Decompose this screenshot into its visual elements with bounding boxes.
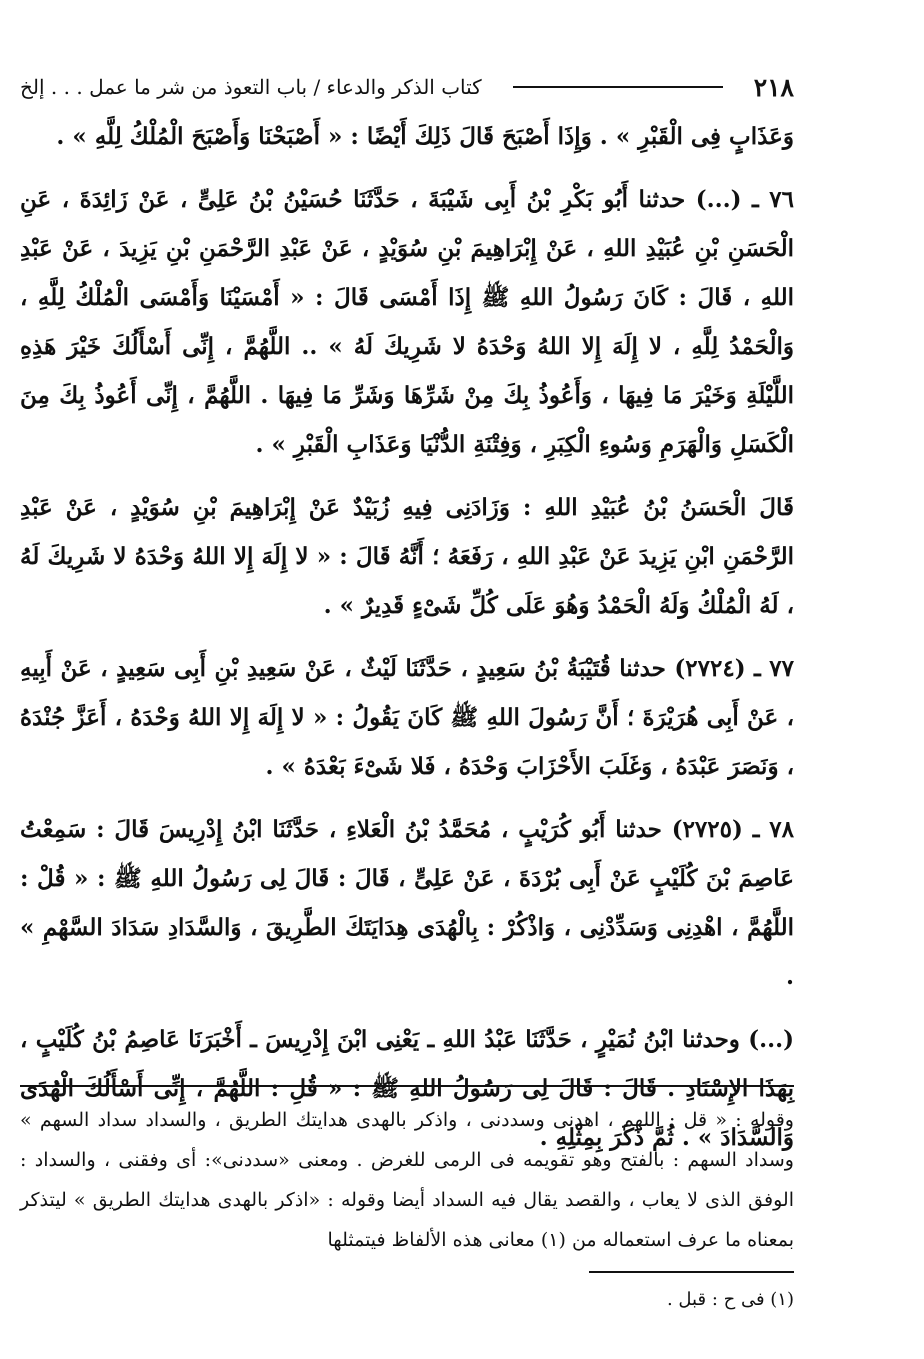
commentary [20,1100,794,1260]
paragraph: (...) وحدثنا ابْنُ نُمَيْرٍ ، حَدَّثَنَا عَبْدُ اللهِ ـ يَعْنِى ابْنَ إِدْرِيسَ ـ أَخْبَرَنَا عَاصِمُ بْنُ كُلَيْبٍ ، بِهَذَا الإِسْنَادِ . قَالَ : قَالَ لِى رَسُولُ اللهِ ﷺ : « قُلِ : اللَّهُمَّ ، إِنِّى أَسْأَلُكَ الْهُدَى وَالسَّدَادَ » . ثُمَّ ذَكَرَ بِمِثْلِهِ . [20,1026,794,1151]
header-rule [513,86,723,88]
hadith-78: ٧٨ ـ (٢٧٢٥) حدثنا أَبُو كُرَيْبٍ ، مُحَمَّدُ بْنُ الْعَلاءِ ، حَدَّثَنَا ابْنُ إِدْرِيسَ قَالَ : سَمِعْتُ عَاصِمَ بْنَ كُلَيْبٍ عَنْ أَبِى بُرْدَةَ ، عَنْ عَلِىٍّ ، قَالَ : قَالَ لِى رَسُولُ اللهِ ﷺ : « قُلْ : اللَّهُمَّ ، اهْدِنِى وَسَدِّدْنِى ، وَاذْكُرْ : بِالْهُدَى هِدَايَتَكَ الطَّرِيقَ ، وَالسَّدَادِ سَدَادَ السَّهْمِ » . [20,816,794,990]
hadith-76: ٧٦ ـ (...) حدثنا أَبُو بَكْرِ بْنُ أَبِى شَيْبَةَ ، حَدَّثَنَا حُسَيْنُ بْنُ عَلِىٍّ ، عَنْ زَائِدَةَ ، عَنِ الْحَسَنِ بْنِ عُبَيْدِ اللهِ ، عَنْ إِبْرَاهِيمَ بْنِ سُوَيْدٍ ، عَنْ عَبْدِ الرَّحْمَنِ بْنِ يَزِيدَ ، عَنْ عَبْدِ اللهِ ، قَالَ : كَانَ رَسُولُ اللهِ ﷺ إِذَا أَمْسَى قَالَ : « أَمْسَيْنَا وَأَمْسَى الْمُلْكُ لِلَّهِ ، وَالْحَمْدُ لِلَّهِ ، لا إِلَهَ إِلا اللهُ وَحْدَهُ لا شَرِيكَ لَهُ » .. اللَّهُمَّ ، إِنِّى أَسْأَلُكَ خَيْرَ هَذِهِ اللَّيْلَةِ وَخَيْرَ مَا فِيهَا ، وَأَعُوذُ بِكَ مِنْ شَرِّهَا وَشَرِّ مَا فِيهَا . اللَّهُمَّ ، إِنِّى أَعُوذُ بِكَ مِنَ الْكَسَلِ وَالْهَرَمِ وَسُوءِ الْكِبَرِ ، وَفِتْنَةِ الدُّنْيَا وَعَذَابِ الْقَبْرِ » . [20,186,794,458]
footnote-separator [589,1271,794,1273]
commentary-separator [20,1085,794,1087]
commentary-text: وقوله : « قل : اللهم ، اهدنى وسددنى ، واذكر بالهدى هدايتك الطريق ، والسداد سداد السهم » وسداد السهم : بالفتح وهو تقويمه فى الرمى للغرض . ومعنى «سددنى»: أى وفقنى ، والسداد : الوفق الذى لا يعاب ، والقصد يقال فيه السداد أيضا وقوله : «اذكر بالهدى هدايتك الطريق » ليتذكر بمعناه ما عرف استعماله من (١) معانى هذه الألفاظ فيتمثلها [20,1109,794,1251]
running-header [20,68,794,106]
hadith-77: ٧٧ ـ (٢٧٢٤) حدثنا قُتَيْبَةُ بْنُ سَعِيدٍ ، حَدَّثَنَا لَيْثٌ ، عَنْ سَعِيدِ بْنِ أَبِى سَعِيدٍ ، عَنْ أَبِيهِ ، عَنْ أَبِى هُرَيْرَةَ ؛ أَنَّ رَسُولَ اللهِ ﷺ كَانَ يَقُولُ : « لا إِلَهَ إِلا اللهُ وَحْدَهُ ، أَعَزَّ جُنْدَهُ ، وَنَصَرَ عَبْدَهُ ، وَغَلَبَ الأَحْزَابَ وَحْدَهُ ، فَلا شَىْءَ بَعْدَهُ » . [20,655,794,780]
paragraph: قَالَ الْحَسَنُ بْنُ عُبَيْدِ اللهِ : وَزَادَنِى فِيهِ زُبَيْدٌ عَنْ إِبْرَاهِيمَ بْنِ سُوَيْدٍ ، عَنْ عَبْدِ الرَّحْمَنِ ابْنِ يَزِيدَ عَنْ عَبْدِ اللهِ ، رَفَعَهُ ؛ أَنَّهُ قَالَ : « لا إِلَهَ إِلا اللهُ وَحْدَهُ لا شَرِيكَ لَهُ ، لَهُ الْمُلْكُ وَلَهُ الْحَمْدُ وَهُوَ عَلَى كُلِّ شَىْءٍ قَدِيرٌ » . [20,494,794,619]
paragraph: وَعَذَابٍ فِى الْقَبْرِ » . وَإِذَا أَصْبَحَ قَالَ ذَلِكَ أَيْضًا : « أَصْبَحْنَا وَأَصْبَحَ الْمُلْكُ لِلَّهِ » . [56,123,794,150]
chapter-title: كتاب الذكر والدعاء / باب التعوذ من شر ما عمل . . . إلخ [20,75,482,99]
page-number: ٢١٨ [753,72,794,102]
main-text [20,112,794,1162]
footnote: (١) فى ح : قبل . [666,1289,794,1310]
